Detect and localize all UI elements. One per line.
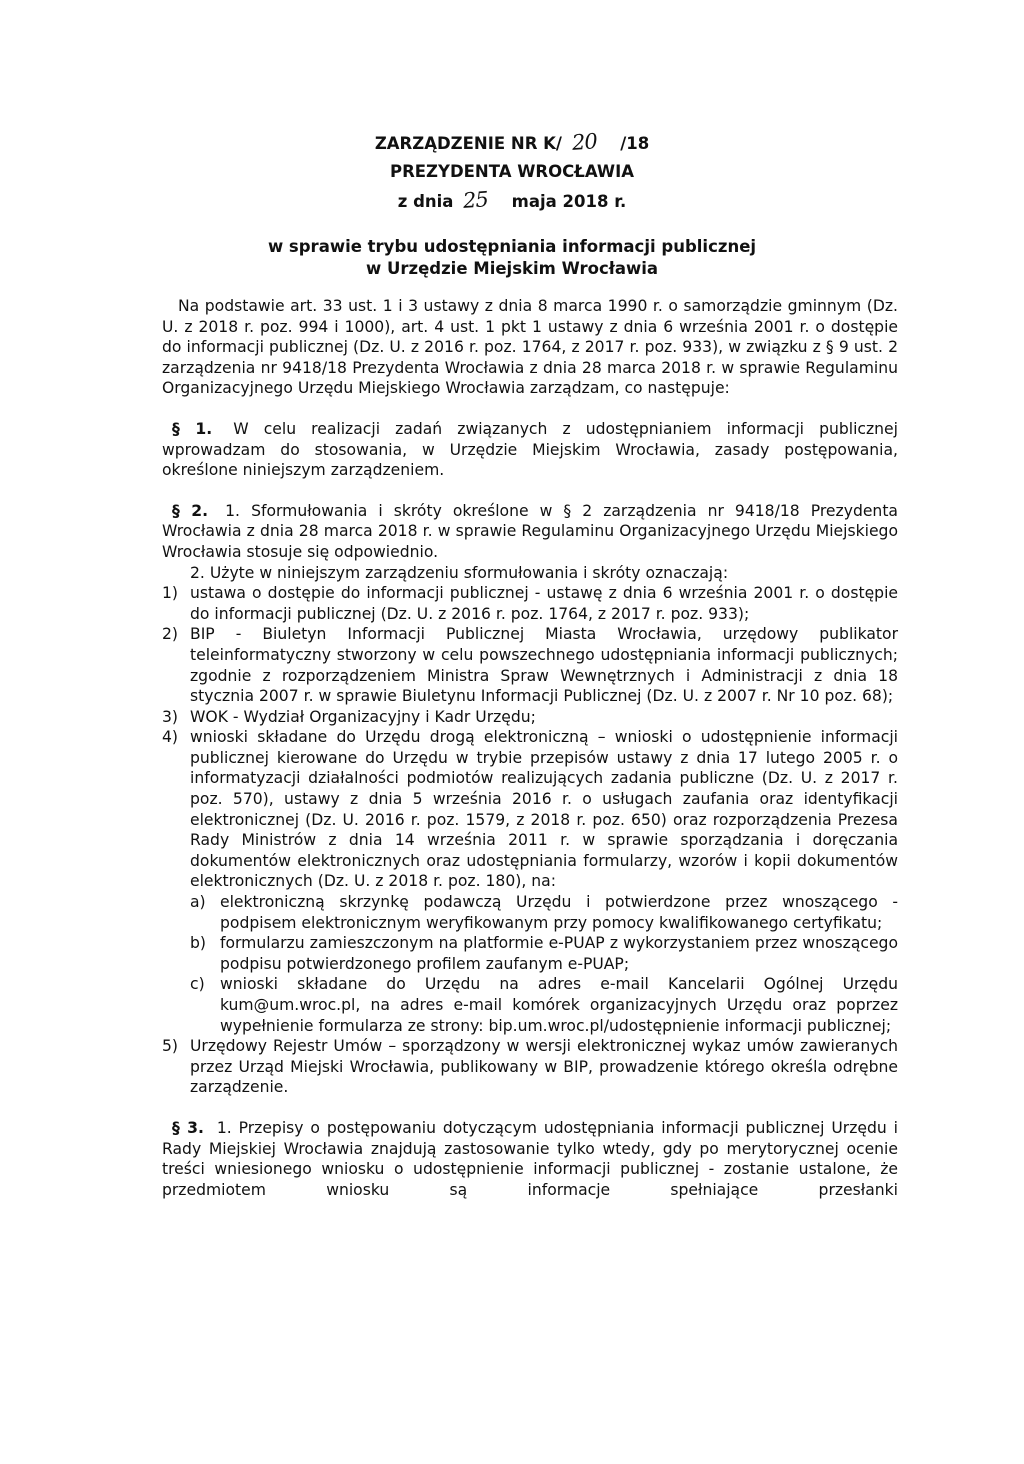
section-2-p1-text: Sformułowania i skróty określone w § 2 zarządzenia nr 9418/18 Prezydenta Wrocławia z dnia 28 marca 2018 r. w sprawie Regulaminu Organizacyjnego Urzędu Miejskiego Wrocławia stosuje się odpowiednio. [162,501,898,561]
document-header [0,128,1024,216]
list-item-text: ustawa o dostępie do informacji publicznej - ustawę z dnia 6 września 2001 r. o dostępie do informacji publicznej (Dz. U. z 2016 r. poz. 1764, z 2017 r. poz. 933); [190,584,898,623]
ordinance-suffix: /18 [620,134,650,153]
list-item-number: 4) [162,728,179,747]
document-subject [0,236,1024,280]
sub-item-letter: c) [190,975,205,994]
section-2-p2-number: 2. [190,563,205,582]
section-2-p1-number: 1. [225,501,241,520]
date-line [0,186,1024,216]
preamble: Na podstawie art. 33 ust. 1 i 3 ustawy z dnia 8 marca 1990 r. o samorządzie gminnym (Dz. U. z 2018 r. poz. 994 i 1000), art. 4 ust. 1 pkt 1 ustawy z dnia 6 września 2001 r. o dostępie do informacji publicznej (Dz. U. z 2016 r. poz. 1764, z 2017 r. poz. 933), w związku z § 9 ust. 2 zarządzenia nr 9418/18 Prezydenta Wrocławia z dnia 28 marca 2018 r. w sprawie Regulaminu Organizacyjnego Urzędu Miejskiego Wrocławia zarządzam, co następuje: [162,297,898,398]
section-2-paragraph-2 [162,563,898,584]
section-3-text: Przepisy o postępowaniu dotyczącym udostępniania informacji publicznej Urzędu i Rady Miejskiej Wrocławia znajdują zastosowanie tylko wtedy, gdy po merytorycznej ocenie treści wniesionego wniosku o udostępnienie informacji publicznej - zostanie ustalone, że przedmiotem wniosku są informacje spełniające przesłanki [162,1118,898,1199]
list-item [162,727,898,892]
list-item-text: WOK - Wydział Organizacyjny i Kadr Urzędu; [190,707,536,726]
date-prefix: z dnia [397,192,454,211]
sub-item-text: elektroniczną skrzynkę podawczą Urzędu i potwierdzone przez wnoszącego - podpisem elektronicznym weryfikowanym przy pomocy kwalifikowanego certyfikatu; [220,893,898,932]
list-item [162,707,898,728]
section-1-label: § 1. [172,419,213,438]
date-suffix: maja 2018 r. [511,192,627,211]
ordinance-number-line [0,128,1024,158]
section-1 [162,419,898,481]
sub-list-item [190,974,898,1036]
list-item-text: BIP - Biuletyn Informacji Publicznej Miasta Wrocławia, urzędowy publikator teleinformatyczny stworzony w celu powszechnego udostępniania informacji publicznych; zgodnie z rozporządzeniem Ministra Spraw Wewnętrznych i Administracji z dnia 18 stycznia 2007 r. w sprawie Biuletynu Informacji Publicznej (Dz. U. z 2007 r. Nr 10 poz. 68); [190,625,898,706]
sub-item-text: wnioski składane do Urzędu na adres e-mail Kancelarii Ogólnej Urzędu kum@um.wroc.pl, na adres e-mail komórek organizacyjnych Urzędu oraz poprzez wypełnienie formularza ze strony: bip.um.wroc.pl/udostępnienie informacji publicznej; [220,975,898,1035]
section-2-label: § 2. [172,501,209,520]
section-3-label: § 3. [172,1118,204,1137]
list-item-number: 5) [162,1037,179,1056]
list-item-number: 2) [162,625,179,644]
handwritten-day: 25 [462,187,489,213]
list-item [162,1036,898,1098]
issuer-line: PREZYDENTA WROCŁAWIA [389,162,635,181]
section-3-p1-number: 1. [216,1118,232,1137]
list-item-text: wnioski składane do Urzędu drogą elektroniczną – wnioski o udostępnienie informacji publicznej kierowane do Urzędu w trybie przepisów ustawy z dnia 17 lutego 2005 r. o informatyzacji działalności podmiotów realizujących zadania publiczne (Dz. U. z 2017 r. poz. 570), ustawy z dnia 5 września 2016 r. o usługach zaufania oraz identyfikacji elektronicznej (Dz. U. 2016 r. poz. 1579, z 2018 r. poz. 650) oraz rozporządzenia Prezesa Rady Ministrów z dnia 14 września 2011 r. w sprawie sporządzania i doręczania dokumentów elektronicznych oraz udostępniania formularzy, wzorów i kopii dokumentów elektronicznych (Dz. U. z 2018 r. poz. 180), na: [190,728,898,891]
section-1-text: W celu realizacji zadań związanych z udostępnianiem informacji publicznej wprowadzam do stosowania, w Urzędzie Miejskim Wrocławia, zasady postępowania, określone niniejszym zarządzeniem. [162,419,898,480]
list-item-number: 3) [162,707,179,726]
subject-line-1: w sprawie trybu udostępniania informacji publicznej [267,237,757,256]
document-body [162,296,898,1200]
sub-list-item [190,892,898,933]
ordinance-prefix: ZARZĄDZENIE NR K/ [374,134,562,153]
list-item [162,624,898,706]
handwritten-number: 20 [570,129,598,155]
list-item-text: Urzędowy Rejestr Umów – sporządzony w wersji elektronicznej wykaz umów zawieranych przez Urząd Miejski Wrocławia, publikowany w BIP, prowadzenie którego określa odrębne zarządzenie. [190,1037,898,1097]
definitions-list [162,583,898,1098]
section-3-paragraph-1 [162,1118,898,1200]
sub-item-letter: a) [190,893,206,912]
list-item-number: 1) [162,584,179,603]
sub-list-item [190,933,898,974]
subject-line-2: w Urzędzie Miejskim Wrocławia [365,259,659,278]
section-2-p2-text: Użyte w niniejszym zarządzeniu sformułowania i skróty oznaczają: [209,563,729,582]
sub-item-letter: b) [190,934,206,953]
list-item [162,583,898,624]
sub-item-text: formularzu zamieszczonym na platformie e-PUAP z wykorzystaniem przez wnoszącego podpisu potwierdzonego profilem zaufanym e-PUAP; [220,934,898,973]
section-2-paragraph-1 [162,501,898,563]
